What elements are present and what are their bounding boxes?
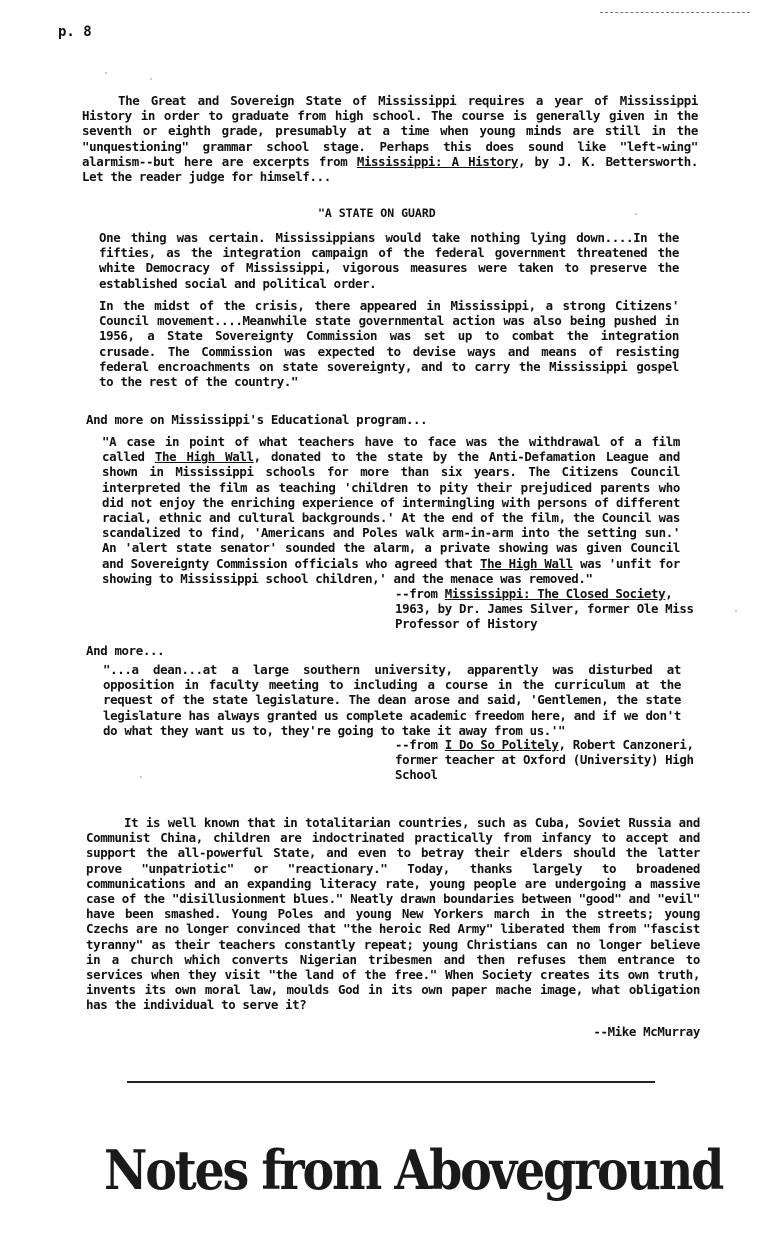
- quote-1-paragraph-1: One thing was certain. Mississippians would take nothing lying down....In the fifties, as the integration campaign of the federal government threatened the white Democracy of Mississippi, vigorous measures were taken to preserve the established social and political order.: [99, 230, 679, 291]
- intro-text-2: , by J. K. Bettersworth. Let the reader judge for himself...: [82, 153, 698, 185]
- section-divider: [127, 1081, 655, 1083]
- quote-2-paragraph: [102, 434, 680, 586]
- author-signature: --Mike McMurray: [593, 1024, 700, 1039]
- quote-3-cite-rest: , Robert Canzoneri, former teacher at Oxford (University) High School: [395, 737, 694, 783]
- quote-2-cite-prefix: --from: [395, 586, 445, 601]
- quote-3-cite-book: I Do So Politely: [444, 737, 559, 752]
- quote-2-film-title-1: The High Wall: [154, 449, 254, 465]
- scan-speck: [635, 213, 637, 215]
- intro-2-line: And more on Mississippi's Educational program...: [86, 412, 428, 427]
- quote-2-text-2: , donated to the state by the Anti-Defamation League and shown in Mississippi schools for more than six years. The Citizens Council interpreted the film as teaching 'children to pity their prejudiced parents who did not enjoy the enriching experience of intermingling with persons of different racial, ethnic and cultural backgrounds.' At the end of the film, the Council was scandalized to find, 'Americans and Poles walk arm-in-arm into the setting sun.' An 'alert state senator' sounded the alarm, a private showing was given Council and Sovereignty Commission officials who agreed that: [102, 449, 680, 571]
- closing-essay: It is well known that in totalitarian countries, such as Cuba, Soviet Russia and Communist China, children are indoctrinated practically from infancy to accept and support the all-powerful State, and even to betray their elders should the latter prove "unpatriotic" or "reactionary." Today, thanks largely to broadened communications and an expanding literacy rate, young people are undergoing a massive case of the "disillusionment blues." Neatly drawn boundaries between "good" and "evil" have been smashed. Young Poles and young New Yorkers march in the streets; young Czechs are no longer convinced that "the heroic Red Army" liberated them from "fascist tyranny" as their teachers constantly repeat; young Christians can no longer believe in a church which converts Nigerian tribesmen and then refuses them entrance to services when they visit "the land of the free." When Society creates its own truth, invents its own moral law, moulds God in its own paper mache image, what obligation has the individual to serve it?: [86, 815, 700, 1013]
- quote-3-paragraph: "...a dean...at a large southern university, apparently was disturbed at opposition in faculty meeting to including a course in the curriculum at the request of the state legislature. The dean arose and said, 'Gentlemen, the state legislature has always granted us complete academic freedom here, and if we don't do what they want us to, they're going to take it away from us.'": [103, 662, 681, 738]
- quote-2-text-1: "A case in point of what teachers have to face was the withdrawal of a film called: [102, 434, 680, 465]
- excerpt-heading: "A STATE ON GUARD: [318, 206, 436, 220]
- quote-3-citation: [395, 737, 695, 783]
- quote-2-citation: [395, 586, 695, 632]
- intro-3-line: And more...: [86, 643, 165, 658]
- scan-speck: [735, 610, 737, 612]
- quote-2-film-title-2: The High Wall: [480, 555, 573, 571]
- quote-2-cite-rest: , 1963, by Dr. James Silver, former Ole Miss Professor of History: [395, 586, 694, 632]
- quote-1-paragraph-2: In the midst of the crisis, there appeared in Mississippi, a strong Citizens' Council movement....Meanwhile state governmental action was also being pushed in 1956, a State Sovereignty Commission was set up to combat the integration crusade. The Commission was expected to devise ways and means of resisting federal encroachments on state sovereignty, and to carry the Mississippi gospel to the rest of the country.": [99, 298, 679, 390]
- quote-2-cite-book: Mississippi: The Closed Society: [444, 586, 666, 601]
- masthead-title: Notes from Aboveground: [104, 1138, 723, 1202]
- page-number: p. 8: [58, 24, 92, 40]
- intro-paragraph: [82, 93, 698, 184]
- scan-speck: [105, 72, 107, 74]
- scan-speck: [150, 78, 152, 80]
- quote-3-cite-prefix: --from: [395, 737, 445, 752]
- scan-speck: [140, 776, 142, 778]
- intro-book-title: Mississippi: A History: [356, 153, 518, 169]
- quote-2-text-3: was 'unfit for showing to Mississippi school children,' and the menace was removed.": [102, 555, 680, 586]
- top-edge-rule: [600, 12, 750, 13]
- intro-text-1: The Great and Sovereign State of Mississippi requires a year of Mississippi History in order to graduate from high school. The course is generally given in the seventh or eighth grade, presumably at a time when young minds are still in the "unquestioning" grammar school stage. Perhaps this does sound like "left-wing" alarmism--but here are excerpts from: [82, 93, 698, 169]
